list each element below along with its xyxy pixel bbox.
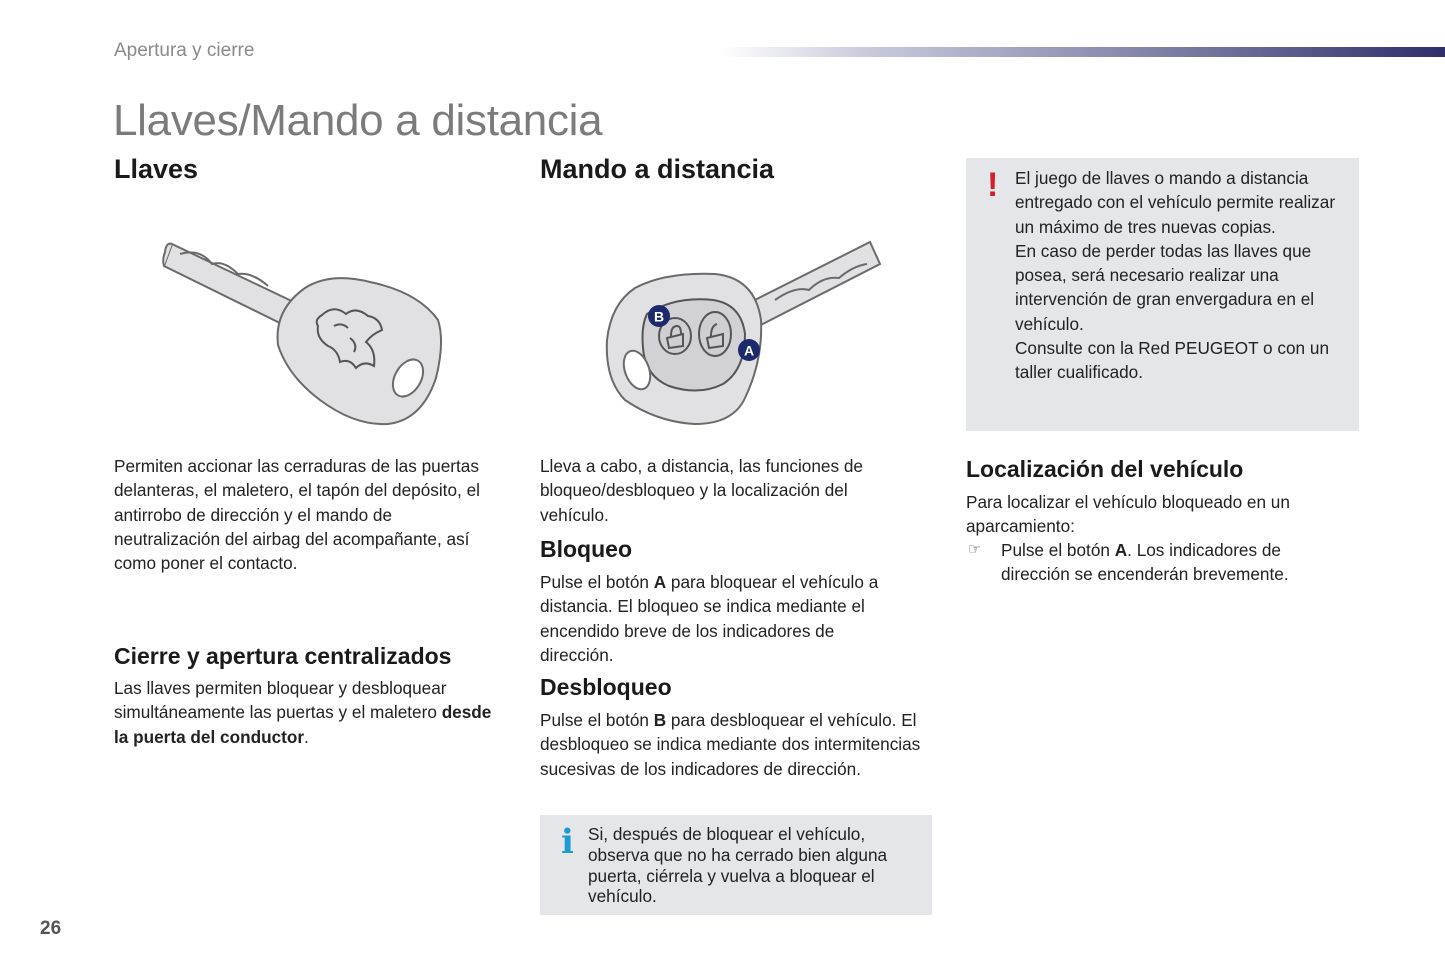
lock-heading: Bloqueo	[540, 536, 632, 562]
locate-button-ref: A	[1114, 540, 1128, 560]
page-title: Llaves/Mando a distancia	[113, 96, 603, 145]
info-text: Si, después de bloquear el vehículo, observa que no ha cerrado bien alguna puerta, ciérrela y vuelva a bloquear el vehículo.	[588, 824, 888, 907]
button-b-badge: B	[653, 308, 665, 325]
unlock-heading: Desbloqueo	[540, 674, 672, 700]
warning-line: En caso de perder todas las llaves que posea, será necesario realizar una intervención de gran envergadura en el vehículo.	[1015, 240, 1315, 334]
warning-text	[1015, 166, 1350, 385]
button-a-badge: A	[743, 342, 755, 359]
remote-description: Lleva a cabo, a distancia, las funciones de bloqueo/desbloqueo y la localización del vehículo.	[540, 456, 863, 525]
keys-description: Permiten accionar las cerraduras de las puertas delanteras, el maletero, el tapón del depósito, el antirrobo de dirección y el mando de neutralización del airbag del acompañante, así como poner el contacto.	[114, 456, 480, 574]
lock-button-ref: A	[653, 572, 667, 592]
central-locking-text: Las llaves permiten bloquear y desbloquear simultáneamente las puertas y el maletero desde la puerta del conductor.	[114, 678, 492, 747]
central-locking-heading: Cierre y apertura centralizados	[114, 643, 452, 669]
button-a-unlock	[699, 312, 731, 356]
vehicle-location-step: Pulse el botón A. Los indicadores de dirección se encenderán brevemente.	[1001, 540, 1289, 585]
header-gradient-bar	[720, 47, 1445, 57]
remote-illustration	[595, 230, 895, 440]
key-illustration	[150, 230, 460, 440]
remote-heading: Mando a distancia	[540, 154, 775, 184]
vehicle-location-intro: Para localizar el vehículo bloqueado en un aparcamiento:	[966, 492, 1290, 537]
unlock-text: Pulse el botón B para desbloquear el vehículo. El desbloqueo se indica mediante dos intermitencias sucesivas de los indicadores de dirección.	[540, 710, 921, 779]
vehicle-location-heading: Localización del vehículo	[966, 456, 1244, 482]
section-label: Apertura y cierre	[114, 40, 255, 61]
warning-icon: !	[987, 166, 999, 204]
lock-text: Pulse el botón A para bloquear el vehículo a distancia. El bloqueo se indica mediante el encendido breve de los indicadores de dirección.	[540, 572, 879, 665]
driver-door-emphasis: desde la puerta del conductor	[114, 702, 492, 747]
info-icon: i	[561, 822, 574, 862]
pointing-hand-icon: ☞	[968, 541, 982, 558]
unlock-button-ref: B	[653, 710, 667, 730]
page-number: 26	[40, 918, 62, 939]
keys-heading: Llaves	[114, 154, 199, 184]
warning-line: El juego de llaves o mando a distancia entregado con el vehículo permite realizar un máximo de tres nuevas copias.	[1015, 168, 1336, 237]
warning-line: Consulte con la Red PEUGEOT o con un taller cualificado.	[1015, 338, 1329, 383]
